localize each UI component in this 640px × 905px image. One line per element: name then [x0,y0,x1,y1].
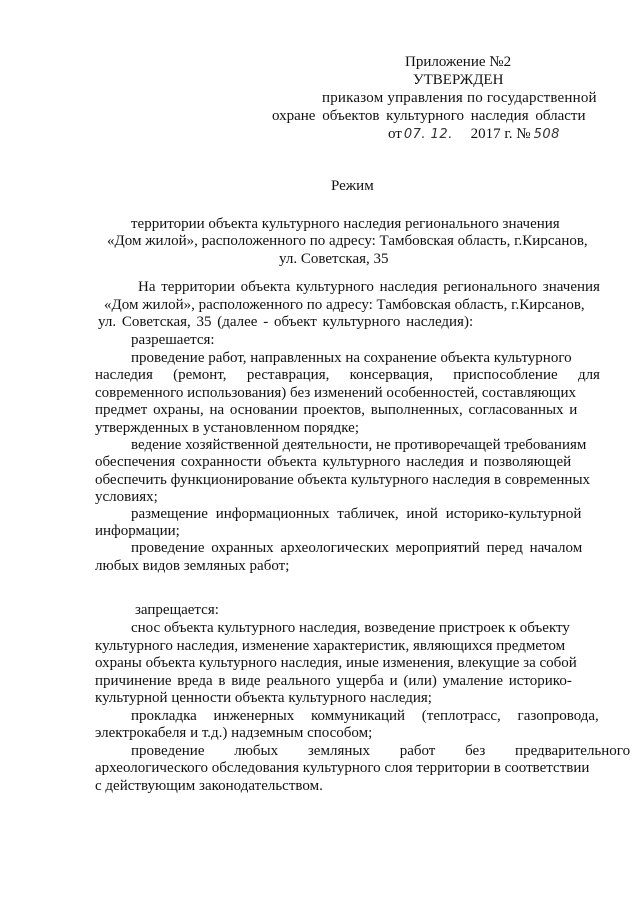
allowed-item-1-line-3: современного использования) без изменений особенностей, составляющих [95,385,576,401]
forbidden-item-1-line-1: снос объекта культурного наследия, возведение пристроек к объекту [131,620,570,636]
allowed-heading: разрешается: [131,332,215,348]
allowed-item-4-line-1: проведение охранных археологических мероприятий перед началом [131,540,583,556]
forbidden-item-1-line-4: причинение вреда в виде реального ущерба и (или) умаление историко- [95,673,572,689]
order-date-line [388,125,560,144]
title-subline-3: ул. Советская, 35 [279,251,389,267]
forbidden-heading: запрещается: [135,602,219,618]
date-prefix: от [388,126,402,142]
allowed-item-4-line-2: любых видов земляных работ; [95,558,290,574]
allowed-item-1-line-1: проведение работ, направленных на сохранение объекта культурного [131,350,572,366]
allowed-item-1-line-2: наследия (ремонт, реставрация, консервация, приспособление для [95,367,600,383]
forbidden-item-1-line-2: культурного наследия, изменение характеристик, являющихся предметом [95,638,566,654]
allowed-item-1-line-4: предмет охраны, на основании проектов, выполненных, согласованных и [95,402,578,418]
allowed-item-2-line-4: условиях; [95,489,158,505]
handwritten-number: 508 [533,127,560,142]
forbidden-item-3-line-1: проведение любых земляных работ без предварительного [131,743,631,759]
approved-label: УТВЕРЖДЕН [413,72,504,88]
allowed-item-3-line-1: размещение информационных табличек, иной историко-культурной [131,506,582,522]
order-line-1: приказом управления по государственной [322,90,597,106]
intro-line-1: На территории объекта культурного наследия регионального значения [138,279,600,295]
title-subline-2: «Дом жилой», расположенного по адресу: Тамбовская область, г.Кирсанов, [107,233,588,249]
forbidden-item-1-line-5: культурной ценности объекта культурного наследия; [95,690,432,706]
allowed-item-1-line-5: утвержденных в установленном порядке; [95,420,359,436]
forbidden-item-3-line-2: археологического обследования культурного слоя территории в соответствии [95,760,590,776]
forbidden-item-1-line-3: охраны объекта культурного наследия, иные изменения, влекущие за собой [95,655,577,671]
allowed-item-2-line-1: ведение хозяйственной деятельности, не противоречащей требованиям [131,437,587,453]
order-year: 2017 г. № [470,126,531,142]
document-heading: Режим [331,178,374,194]
appendix-label: Приложение №2 [405,54,512,70]
allowed-item-2-line-3: обеспечить функционирование объекта культурного наследия в современных [95,472,591,488]
forbidden-item-2-line-1: прокладка инженерных коммуникаций (теплотрасс, газопровода, [131,708,599,724]
order-line-2: охране объектов культурного наследия области [272,108,586,124]
allowed-item-3-line-2: информации; [95,523,180,539]
handwritten-date: 07. 12. [403,127,453,142]
allowed-item-2-line-2: обеспечения сохранности объекта культурного наследия и позволяющей [95,454,572,470]
title-subline-1: территории объекта культурного наследия регионального значения [131,216,560,232]
forbidden-item-3-line-3: с действующим законодательством. [95,778,323,794]
intro-line-3: ул. Советская, 35 (далее - объект культурного наследия): [98,314,474,330]
intro-line-2: «Дом жилой», расположенного по адресу: Тамбовская область, г.Кирсанов, [104,297,585,313]
forbidden-item-2-line-2: электрокабеля и т.д.) надземным способом; [95,725,373,741]
